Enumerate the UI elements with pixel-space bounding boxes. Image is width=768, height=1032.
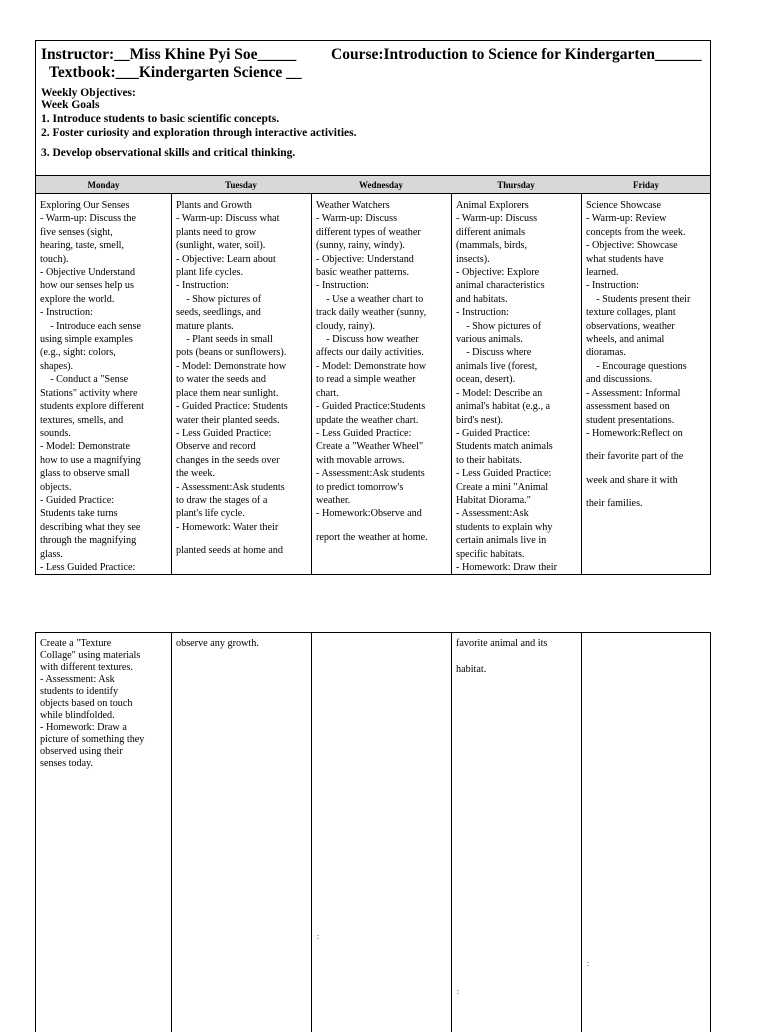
cell-line: mature plants. (176, 320, 234, 332)
cell-line: - Objective: Understand (316, 253, 414, 265)
cell-line: - Homework: Draw their (456, 561, 557, 573)
cell-line: track daily weather (sunny, (316, 307, 427, 319)
objective-item: 3. Develop observational skills and critical thinking. (41, 147, 296, 159)
cell-line: - Assessment:Ask (456, 508, 529, 520)
cell-line: picture of something they (40, 734, 145, 745)
cell-line: different types of weather (316, 226, 421, 238)
cell-line: - Discuss how weather (316, 334, 419, 346)
cell-line: various animals. (456, 334, 523, 346)
cell-line: to draw the stages of a (176, 494, 268, 506)
cell-line: - Encourage questions (586, 360, 687, 372)
cell-line: sounds. (40, 427, 71, 439)
cell-line: - Guided Practice: (456, 427, 531, 439)
cell-line: five senses (sight, (40, 226, 113, 238)
cell-line: wheels, and animal (586, 334, 665, 346)
cell-line: - Introduce each sense (40, 320, 141, 332)
cell-line: to water the seeds and (176, 374, 266, 386)
cell-line: Weather Watchers (316, 200, 390, 211)
friday-cell (581, 194, 711, 574)
friday-lines (586, 199, 708, 440)
cell-line: - Conduct a "Sense (40, 374, 129, 386)
cell-line: objects. (40, 481, 72, 493)
friday-continued-cell (581, 633, 711, 1032)
cell-line: - Guided Practice:Students (316, 401, 426, 413)
cell-line: pots (beans or sunflowers). (176, 347, 287, 359)
cell-line: - Guided Practice: (40, 494, 115, 506)
cell-line: - Use a weather chart to (316, 293, 424, 305)
wednesday-continued-cell (311, 633, 451, 1032)
cell-line: changes in the seeds over (176, 454, 280, 466)
cell-line: students to explain why (456, 521, 553, 533)
cell-line: plants need to grow (176, 226, 257, 238)
cell-line: - Homework: Draw a (40, 722, 127, 733)
cell-line: - Instruction: (456, 307, 509, 319)
cell-line: Science Showcase (586, 200, 661, 211)
cell-line: ocean, desert). (456, 374, 516, 386)
cell-line: plant life cycles. (176, 267, 244, 279)
cell-line: dioramas. (586, 347, 626, 359)
cell-line: - Less Guided Practice: (316, 427, 412, 439)
objectives-subtitle: Week Goals (41, 99, 100, 111)
cell-line: place them near sunlight. (176, 387, 279, 399)
day-header-row (36, 175, 710, 194)
lesson-plan-page-2 (35, 632, 711, 1032)
cell-line: update the weather chart. (316, 414, 419, 426)
cell-line: - Assessment:Ask students (316, 468, 425, 480)
cell-line: senses today. (40, 758, 94, 769)
cell-line: specific habitats. (456, 548, 525, 560)
cell-line: glass. (40, 548, 63, 560)
cell-line: - Model: Demonstrate (40, 441, 130, 453)
objective-item: 1. Introduce students to basic scientific concepts. (41, 113, 280, 125)
cell-line: assessment based on (586, 401, 670, 413)
tuesday-cell (171, 194, 311, 574)
cell-line: - Warm-up: Discuss (316, 213, 398, 225)
cell-line: Habitat Diorama." (456, 494, 531, 506)
cell-line: basic weather patterns. (316, 267, 410, 279)
thursday-continued-cell (451, 633, 581, 1032)
cell-line: affects our daily activities. (316, 347, 424, 359)
day-header-friday: Friday (633, 180, 659, 190)
cell-line: observe any growth. (176, 638, 259, 649)
cell-line: - Objective: Learn about (176, 253, 276, 265)
cell-line: explore the world. (40, 293, 115, 305)
cell-line: textures, smells, and (40, 414, 124, 426)
cell-line: texture collages, plant (586, 307, 676, 319)
cell-line: - Instruction: (176, 280, 229, 292)
cell-line: - Less Guided Practice: (456, 468, 552, 480)
textbook-line: Textbook:___Kindergarten Science __ (49, 64, 302, 81)
cell-line: - Guided Practice: Students (176, 401, 288, 413)
objective-item: 2. Foster curiosity and exploration through interactive activities. (41, 127, 357, 139)
cell-line: to their habitats. (456, 454, 522, 466)
cell-line: learned. (586, 267, 619, 279)
course-line: Course:Introduction to Science for Kindergarten______ (331, 46, 702, 63)
cell-line: objects based on touch (40, 698, 133, 709)
cell-line: bird's nest). (456, 414, 504, 426)
cell-line: - Students present their (586, 293, 691, 305)
cell-line: and discussions. (586, 374, 653, 386)
thursday-continued-line: favorite animal and its (456, 638, 548, 649)
cell-line: weather. (316, 494, 351, 506)
cell-line: hearing, taste, smell, (40, 240, 125, 252)
wednesday-lines (316, 199, 448, 521)
mark: : (587, 959, 590, 968)
cell-line: with different textures. (40, 662, 133, 673)
tuesday-tail: planted seeds at home and (176, 545, 283, 557)
cell-line: - Plant seeds in small (176, 334, 273, 346)
cell-line: students explore different (40, 401, 144, 413)
cell-line: - Show pictures of (456, 320, 542, 332)
cell-line: insects). (456, 253, 490, 265)
cell-line: animals live (forest, (456, 360, 538, 372)
monday-cell (36, 194, 171, 574)
cell-line: Create a mini "Animal (456, 481, 549, 493)
cell-line: chart. (316, 387, 339, 399)
header (36, 41, 710, 175)
cell-line: while blindfolded. (40, 710, 115, 721)
cell-line: glass to observe small (40, 468, 130, 480)
day-header-tuesday: Tuesday (225, 180, 257, 190)
cell-line: Create a "Texture (40, 638, 112, 649)
mark: : (457, 987, 460, 996)
cell-line: Plants and Growth (176, 200, 252, 211)
cell-line: Collage" using materials (40, 650, 141, 661)
day-header-wednesday: Wednesday (358, 180, 403, 190)
cell-line: certain animals live in (456, 535, 547, 547)
cell-line: - Model: Demonstrate how (316, 360, 427, 372)
cell-line: student presentations. (586, 414, 675, 426)
cell-line: - Instruction: (316, 280, 369, 292)
day-columns (36, 194, 710, 574)
cell-line: - Instruction: (586, 280, 639, 292)
cell-line: - Warm-up: Discuss what (176, 213, 280, 225)
day-header-thursday: Thursday (497, 180, 535, 190)
cell-line: the week. (176, 468, 216, 480)
cell-line: Students match animals (456, 441, 553, 453)
cell-line: - Objective: Showcase (586, 240, 678, 252)
cell-line: - Objective Understand (40, 267, 136, 279)
cell-line: concepts from the week. (586, 226, 686, 238)
cell-line: how to use a magnifying (40, 454, 141, 466)
cell-line: with movable arrows. (316, 454, 405, 466)
cell-line: - Assessment: Ask (40, 674, 115, 685)
cell-line: (sunlight, water, soil). (176, 240, 266, 252)
mark: : (317, 932, 320, 941)
cell-line: - Homework: Water their (176, 521, 279, 533)
cell-line: through the magnifying (40, 535, 137, 547)
day-header-monday: Monday (87, 180, 120, 190)
friday-tail-line: their families. (586, 498, 643, 510)
wednesday-cell (311, 194, 451, 574)
cell-line: Students take turns (40, 508, 118, 520)
cell-line: Stations" activity where (40, 387, 138, 399)
tuesday-continued-cell (171, 633, 311, 1032)
cell-line: different animals (456, 226, 526, 238)
cell-line: - Show pictures of (176, 293, 262, 305)
cell-line: and habitats. (456, 293, 508, 305)
cell-line: - Homework:Observe and (316, 508, 422, 520)
cell-line: observations, weather (586, 320, 675, 332)
cell-line: - Model: Demonstrate how (176, 360, 287, 372)
cell-line: seeds, seedlings, and (176, 307, 261, 319)
cell-line: students to identify (40, 686, 119, 697)
cell-line: shapes). (40, 360, 74, 372)
monday-continued-cell (36, 633, 171, 1032)
cell-line: (sunny, rainy, windy). (316, 240, 405, 252)
cell-line: - Objective: Explore (456, 267, 540, 279)
cell-line: plant's life cycle. (176, 508, 245, 520)
instructor-line: Instructor:__Miss Khine Pyi Soe_____ (41, 46, 297, 63)
objectives-title: Weekly Objectives: (41, 87, 136, 99)
cell-line: - Warm-up: Review (586, 213, 667, 225)
cell-line: - Assessment:Ask students (176, 481, 285, 493)
friday-tail-line: week and share it with (586, 474, 678, 486)
cell-line: Exploring Our Senses (40, 200, 130, 211)
cell-line: - Less Guided Practice: (176, 427, 272, 439)
cell-line: to read a simple weather (316, 374, 416, 386)
cell-line: how our senses help us (40, 280, 134, 292)
cell-line: describing what they see (40, 521, 141, 533)
cell-line: using simple examples (40, 334, 133, 346)
wednesday-tail: report the weather at home. (316, 531, 428, 543)
cell-line: Create a "Weather Wheel" (316, 441, 424, 453)
cell-line: - Discuss where (456, 347, 532, 359)
lesson-plan-page-1 (35, 40, 711, 575)
cell-line: Animal Explorers (456, 200, 529, 211)
cell-line: Observe and record (176, 441, 256, 453)
cell-line: (e.g., sight: colors, (40, 347, 116, 359)
cell-line: touch). (40, 253, 69, 265)
cell-line: - Model: Describe an (456, 387, 543, 399)
tuesday-lines (176, 199, 308, 534)
thursday-cell (451, 194, 581, 574)
cell-line: - Instruction: (40, 307, 93, 319)
cell-line: water their planted seeds. (176, 414, 280, 426)
cell-line: - Warm-up: Discuss the (40, 213, 137, 225)
thursday-continued-line: habitat. (456, 664, 487, 675)
cell-line: observed using their (40, 746, 123, 757)
cell-line: - Assessment: Informal (586, 387, 681, 399)
friday-tail-line: their favorite part of the (586, 451, 684, 463)
cell-line: - Warm-up: Discuss (456, 213, 538, 225)
cell-line: cloudy, rainy). (316, 320, 376, 332)
cell-line: animal characteristics (456, 280, 545, 292)
cell-line: to predict tomorrow's (316, 481, 404, 493)
cell-line: what students have (586, 253, 664, 265)
cell-line: animal's habitat (e.g., a (456, 401, 551, 413)
cell-line: - Less Guided Practice: (40, 561, 136, 573)
cell-line: - Homework:Reflect on (586, 427, 683, 439)
cell-line: (mammals, birds, (456, 240, 528, 252)
